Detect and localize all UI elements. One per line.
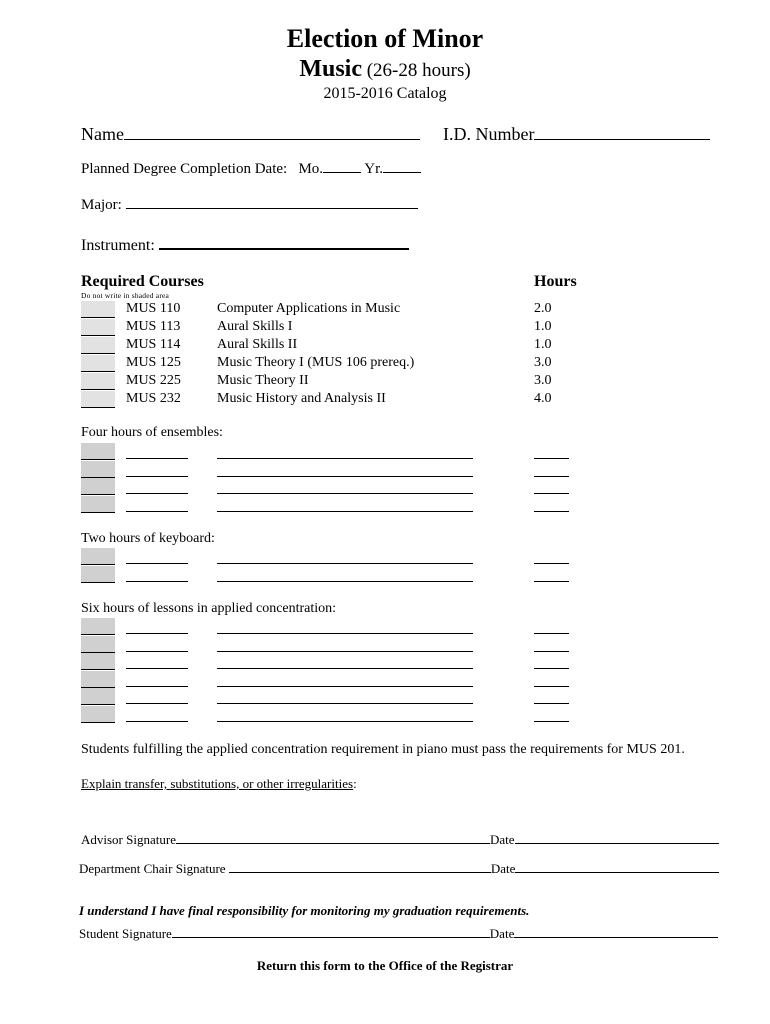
course-title: Music Theory II xyxy=(217,373,309,388)
month-blank[interactable] xyxy=(323,171,361,173)
shaded-box xyxy=(81,319,115,336)
student-signature-label: Student Signature xyxy=(79,926,172,941)
irregularities-label: Explain transfer, substitutions, or other irregularities xyxy=(81,776,354,791)
shaded-box xyxy=(81,337,115,354)
chair-date-label: Date xyxy=(490,861,516,876)
ensemble-hours-blank[interactable] xyxy=(534,476,569,477)
shaded-box xyxy=(81,443,115,460)
shaded-box xyxy=(81,496,115,513)
ensembles-label: Four hours of ensembles: xyxy=(81,425,223,440)
irregularities-colon: : xyxy=(353,776,357,791)
student-signature-field[interactable] xyxy=(79,926,718,942)
ensemble-course-title-blank[interactable] xyxy=(217,493,473,494)
keyboard-label: Two hours of keyboard: xyxy=(81,531,215,546)
lesson-hours-blank[interactable] xyxy=(534,633,569,634)
lesson-hours-blank[interactable] xyxy=(534,721,569,722)
shaded-box xyxy=(81,478,115,495)
completion-date-field[interactable] xyxy=(81,161,421,178)
course-code: MUS 114 xyxy=(126,337,181,352)
course-title: Music History and Analysis II xyxy=(217,391,386,406)
id-number-blank[interactable] xyxy=(534,138,710,140)
ensemble-hours-blank[interactable] xyxy=(534,493,569,494)
ensemble-course-code-blank[interactable] xyxy=(126,458,188,459)
lesson-course-code-blank[interactable] xyxy=(126,668,188,669)
chair-date-blank[interactable] xyxy=(515,871,719,873)
id-number-field[interactable] xyxy=(443,124,710,145)
lessons-label: Six hours of lessons in applied concentration: xyxy=(81,601,337,616)
course-hours: 3.0 xyxy=(534,355,552,370)
shaded-box xyxy=(81,548,115,565)
ensemble-course-title-blank[interactable] xyxy=(217,476,473,477)
chair-signature-field[interactable] xyxy=(79,861,719,877)
lesson-course-code-blank[interactable] xyxy=(126,651,188,652)
keyboard-hours-blank[interactable] xyxy=(534,581,569,582)
catalog-year: 2015-2016 Catalog xyxy=(323,85,447,102)
advisor-signature-blank[interactable] xyxy=(176,842,490,844)
advisor-signature-field[interactable] xyxy=(81,832,719,848)
lesson-course-title-blank[interactable] xyxy=(217,668,473,669)
shaded-box xyxy=(81,636,115,653)
major-blank[interactable] xyxy=(126,207,418,209)
hours-heading: Hours xyxy=(534,273,577,290)
course-code: MUS 110 xyxy=(126,301,181,316)
course-code: MUS 125 xyxy=(126,355,181,370)
course-code: MUS 113 xyxy=(126,319,181,334)
student-signature-blank[interactable] xyxy=(172,936,490,938)
id-number-label: I.D. Number xyxy=(443,124,535,144)
major-label: Major: xyxy=(81,197,122,213)
instrument-label: Instrument: xyxy=(81,237,155,254)
course-title: Aural Skills II xyxy=(217,337,298,352)
year-label: Yr. xyxy=(364,161,383,177)
shaded-box xyxy=(81,355,115,372)
keyboard-hours-blank[interactable] xyxy=(534,563,569,564)
ensemble-course-code-blank[interactable] xyxy=(126,511,188,512)
course-hours: 4.0 xyxy=(534,391,552,406)
course-title: Music Theory I (MUS 106 prereq.) xyxy=(217,355,415,370)
ensemble-hours-blank[interactable] xyxy=(534,511,569,512)
irregularities-prompt[interactable] xyxy=(81,776,357,792)
ensemble-course-title-blank[interactable] xyxy=(217,511,473,512)
shaded-box xyxy=(81,653,115,670)
ensemble-course-code-blank[interactable] xyxy=(126,493,188,494)
shaded-box xyxy=(81,566,115,583)
shaded-box xyxy=(81,671,115,688)
ensemble-hours-blank[interactable] xyxy=(534,458,569,459)
ensemble-course-code-blank[interactable] xyxy=(126,476,188,477)
minor-name: Music xyxy=(299,56,362,82)
course-hours: 1.0 xyxy=(534,319,552,334)
shaded-box xyxy=(81,301,115,318)
advisor-signature-label: Advisor Signature xyxy=(81,832,176,847)
chair-signature-label: Department Chair Signature xyxy=(79,861,226,876)
lesson-course-title-blank[interactable] xyxy=(217,633,473,634)
shaded-box xyxy=(81,461,115,478)
student-date-blank[interactable] xyxy=(514,936,718,938)
lesson-course-code-blank[interactable] xyxy=(126,686,188,687)
lesson-course-title-blank[interactable] xyxy=(217,686,473,687)
shaded-box xyxy=(81,618,115,635)
lesson-hours-blank[interactable] xyxy=(534,703,569,704)
lesson-hours-blank[interactable] xyxy=(534,651,569,652)
course-code: MUS 225 xyxy=(126,373,181,388)
advisor-date-label: Date xyxy=(489,832,515,847)
return-instructions: Return this form to the Office of the Registrar xyxy=(256,958,514,973)
student-date-label: Date xyxy=(489,926,515,941)
lesson-course-title-blank[interactable] xyxy=(217,651,473,652)
name-field[interactable] xyxy=(81,124,420,145)
course-hours: 3.0 xyxy=(534,373,552,388)
keyboard-course-code-blank[interactable] xyxy=(126,581,188,582)
shaded-area-note: Do not write in shaded area xyxy=(81,291,170,300)
name-label: Name xyxy=(81,124,124,144)
advisor-date-blank[interactable] xyxy=(515,842,719,844)
form-subtitle xyxy=(0,56,770,83)
shaded-box xyxy=(81,688,115,705)
keyboard-course-title-blank[interactable] xyxy=(217,563,473,564)
lesson-course-title-blank[interactable] xyxy=(217,703,473,704)
major-field[interactable] xyxy=(81,197,418,214)
keyboard-course-title-blank[interactable] xyxy=(217,581,473,582)
chair-signature-blank[interactable] xyxy=(229,871,491,873)
lesson-course-code-blank[interactable] xyxy=(126,721,188,722)
course-code: MUS 232 xyxy=(126,391,181,406)
lesson-course-code-blank[interactable] xyxy=(126,633,188,634)
responsibility-statement: I understand I have final responsibility for monitoring my graduation requirements. xyxy=(79,903,530,918)
instrument-blank[interactable] xyxy=(159,247,409,250)
course-hours: 1.0 xyxy=(534,337,552,352)
piano-requirement-note: Students fulfilling the applied concentration requirement in piano must pass the requirements for MUS 201. xyxy=(81,742,685,757)
month-label: Mo. xyxy=(298,161,324,177)
shaded-box xyxy=(81,706,115,723)
ensemble-course-title-blank[interactable] xyxy=(217,458,473,459)
keyboard-course-code-blank[interactable] xyxy=(126,563,188,564)
hours-range: (26-28 hours) xyxy=(361,60,471,81)
required-courses-heading: Required Courses xyxy=(81,273,204,290)
completion-date-label: Planned Degree Completion Date: xyxy=(81,161,288,177)
lesson-hours-blank[interactable] xyxy=(534,668,569,669)
course-title: Aural Skills I xyxy=(217,319,293,334)
instrument-field[interactable] xyxy=(81,237,409,255)
lesson-course-title-blank[interactable] xyxy=(217,721,473,722)
course-hours: 2.0 xyxy=(534,301,552,316)
shaded-box xyxy=(81,373,115,390)
form-title: Election of Minor xyxy=(286,24,484,53)
course-title: Computer Applications in Music xyxy=(217,301,401,316)
year-blank[interactable] xyxy=(383,171,421,173)
name-blank[interactable] xyxy=(124,138,420,140)
lesson-course-code-blank[interactable] xyxy=(126,703,188,704)
lesson-hours-blank[interactable] xyxy=(534,686,569,687)
shaded-box xyxy=(81,391,115,408)
